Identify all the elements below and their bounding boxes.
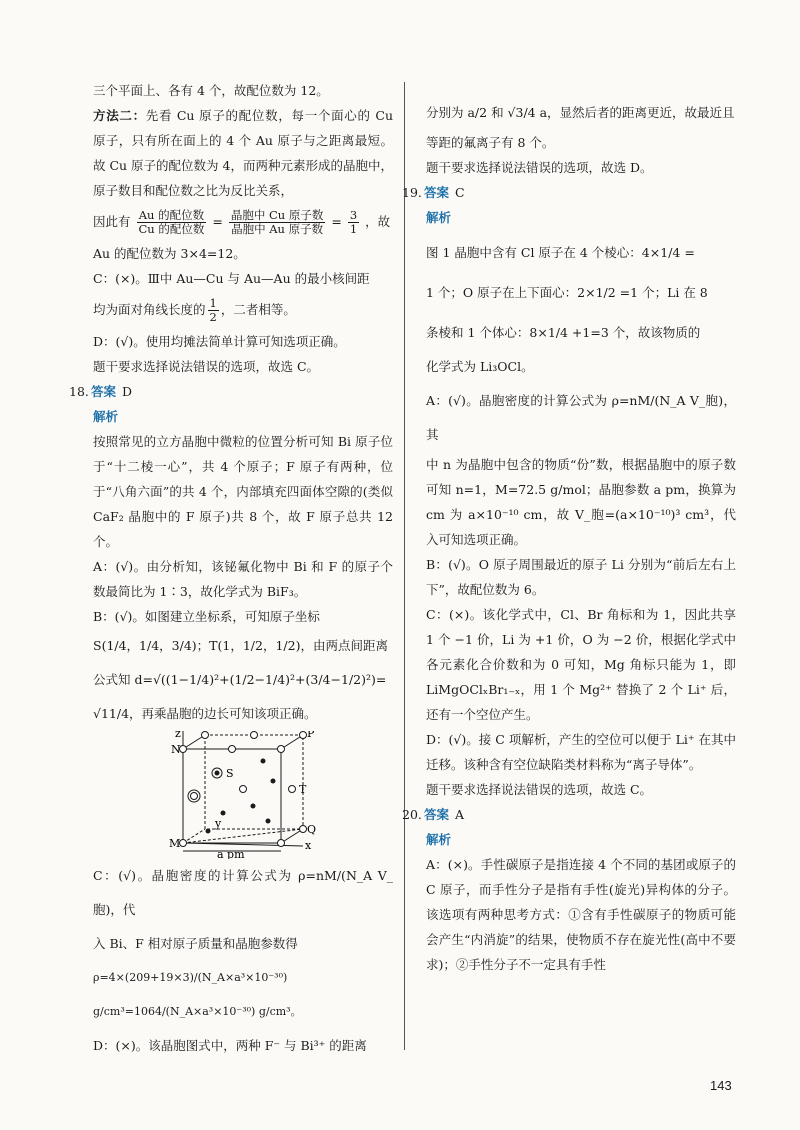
paragraph: A：(×)。手性碳原子是指连接 4 个不同的基团或原子的 C 原子，而手性分子是指有手性(旋光)异构体的分子。该选项有两种思考方式：①含有手性碳原子的物质可能会产生“内消旋”的结果，使物质不存在旋光性(高中不要求)；②手性分子不一定具有手性 bbox=[426, 857, 736, 972]
left-column bbox=[69, 78, 393, 1063]
page-number: 143 bbox=[710, 1078, 732, 1093]
answer-value: D bbox=[122, 384, 133, 399]
text-line: S(1/4，1/4，3/4)；T(1，1/2，1/2)，由两点间距离 bbox=[93, 638, 388, 653]
formula-prefix: 因此有 bbox=[93, 214, 131, 229]
numerator: 1 bbox=[209, 295, 217, 310]
fraction bbox=[348, 209, 359, 236]
point-label-Q: Q bbox=[307, 823, 317, 836]
point-label-N: N bbox=[171, 743, 181, 756]
paragraph bbox=[93, 103, 393, 203]
answer-label: 答案 bbox=[424, 807, 450, 822]
text-line: C：(√)。晶胞密度的计算公式为 ρ=nM/(N_A V_胞)，代 bbox=[93, 868, 393, 917]
text-line: C：(×)。Ⅲ中 Au—Cu 与 Au—Au 的最小核间距 bbox=[93, 271, 370, 286]
formula-suffix: ，故 bbox=[365, 214, 391, 229]
paragraph: D：(√)。接 C 项解析，产生的空位可以便于 Li⁺ 在其中迁移。该种含有空位缺陷类材料称为“离子导体”。 bbox=[426, 732, 736, 772]
paragraph: 中 n 为晶胞中包含的物质“份”数，根据晶胞中的原子数可知 n=1，M=72.5 g/mol；晶胞参数 a pm，换算为 cm 为 a×10⁻¹⁰ cm，故 V_胞=(a×10⁻¹⁰)³ cm³，代入可知选项正确。 bbox=[426, 457, 736, 547]
paragraph: A：(√)。由分析知，该铋氟化物中 Bi 和 F 的原子个数最简比为 1∶3，故化学式为 BiF₃。 bbox=[93, 559, 393, 599]
text-line: 图 1 晶胞中含有 Cl 原子在 4 个棱心：4×1/4 = bbox=[426, 245, 695, 260]
edge-length-label: a pm bbox=[217, 848, 245, 859]
fraction bbox=[137, 209, 207, 236]
axis-label-x: x bbox=[305, 839, 312, 852]
question-number: 19. bbox=[402, 185, 422, 200]
paragraph: C：(×)。该化学式中，Cl、Br 角标和为 1，因此共享 1 个 −1 价，Li 为 +1 价，O 为 −2 价，根据化学式中各元素化合价数和为 0 可知，Mg 角标只能为 1，即 LiMgOClₓBr₁₋ₓ，用 1 个 Mg²⁺ 替换了 2 个 Li⁺ 后，还有一个空位产生。 bbox=[426, 607, 736, 722]
numerator: Au 的配位数 bbox=[137, 209, 207, 223]
text-line: 1 个；O 原子在上下面心：2×1/2 =1 个；Li 在 8 bbox=[426, 285, 708, 300]
text-line: 化学式为 Li₃OCl。 bbox=[426, 359, 534, 374]
question-number: 18. bbox=[69, 384, 89, 399]
text: ，二者相等。 bbox=[220, 302, 296, 317]
paragraph: B：(√)。O 原子周围最近的原子 Li 分别为“前后左右上下”，故配位数为 6。 bbox=[426, 557, 736, 597]
analysis-label: 解析 bbox=[426, 210, 452, 225]
equals: = bbox=[212, 214, 223, 229]
text-line: D：(×)。该晶胞图式中，两种 F⁻ 与 Bi³⁺ 的距离 bbox=[93, 1038, 367, 1053]
text-line: √11/4，再乘晶胞的边长可知该项正确。 bbox=[93, 706, 317, 721]
fraction bbox=[229, 209, 326, 236]
crystal-cell-figure bbox=[93, 731, 393, 859]
method-label: 方法二： bbox=[93, 108, 146, 123]
text-line: 题干要求选择说法错误的选项，故选 C。 bbox=[426, 782, 653, 797]
axis-label-z: z bbox=[175, 731, 181, 740]
text-line: A：(√)。晶胞密度的计算公式为 ρ=nM/(N_A V_胞)，其 bbox=[426, 393, 736, 442]
text-line: 分别为 a/2 和 √3/4 a，显然后者的距离更近，故最近且 bbox=[426, 105, 735, 120]
text: 均为面对角线长度的 bbox=[93, 302, 206, 317]
formula-line: ρ=4×(209+19×3)/(N_A×a³×10⁻³⁰) g/cm³=1064/(N_A×a³×10⁻³⁰) g/cm³。 bbox=[93, 971, 302, 1018]
text-line bbox=[93, 295, 393, 325]
analysis-label: 解析 bbox=[426, 832, 452, 847]
point-label-T: T bbox=[299, 783, 307, 796]
answer-label: 答案 bbox=[91, 384, 117, 399]
text-line: 题干要求选择说法错误的选项，故选 C。 bbox=[93, 359, 320, 374]
paragraph: 按照常见的立方晶胞中微粒的位置分析可知 Bi 原子位于“十二棱一心”，共 4 个原子；F 原子有两种，位于“八角六面”的共 4 个，内部填充四面体空隙的(类似 CaF₂ 晶胞中的 F 原子)共 8 个，故 F 原子总共 12 个。 bbox=[93, 434, 393, 549]
text-line: 等距的氟离子有 8 个。 bbox=[426, 135, 555, 150]
right-column bbox=[402, 96, 736, 977]
question-number: 20. bbox=[402, 807, 422, 822]
denominator: Cu 的配位数 bbox=[138, 222, 205, 236]
text-line: B：(√)。如图建立坐标系，可知原子坐标 bbox=[93, 609, 320, 624]
analysis-label: 解析 bbox=[93, 409, 119, 424]
text-line: 入 Bi、F 相对原子质量和晶胞参数得 bbox=[93, 936, 298, 951]
question-18-header bbox=[69, 379, 393, 404]
column-divider bbox=[404, 82, 405, 1050]
point-label-M: M bbox=[169, 837, 181, 850]
fraction bbox=[208, 297, 219, 324]
paragraph-text: 先看 Cu 原子的配位数，每一个面心的 Cu 原子，只有所在面上的 4 个 Au 原子与之距离最短。故 Cu 原子的配位数为 4，而两种元素形成的晶胞中，原子数目和配位数之比为反比关系， bbox=[93, 108, 393, 198]
text-line: D：(√)。使用均摊法简单计算可知选项正确。 bbox=[93, 334, 346, 349]
denominator: 晶胞中 Au 原子数 bbox=[231, 222, 324, 236]
answer-value: C bbox=[455, 185, 465, 200]
text-line: 三个平面上、各有 4 个，故配位数为 12。 bbox=[93, 83, 329, 98]
numerator: 晶胞中 Cu 原子数 bbox=[230, 207, 324, 222]
denominator: 2 bbox=[209, 310, 217, 324]
numerator: 3 bbox=[349, 207, 358, 222]
answer-value: A bbox=[455, 807, 465, 822]
question-19-header bbox=[402, 180, 736, 205]
ratio-formula bbox=[93, 207, 393, 237]
text-line: 题干要求选择说法错误的选项，故选 D。 bbox=[426, 160, 653, 175]
text-line: 条棱和 1 个体心：8×1/4 +1=3 个，故该物质的 bbox=[426, 325, 701, 340]
equals: = bbox=[331, 214, 342, 229]
question-20-header bbox=[402, 802, 736, 827]
denominator: 1 bbox=[349, 222, 358, 236]
text-line: 公式知 d=√((1−1/4)²+(1/2−1/4)²+(3/4−1/2)²)= bbox=[93, 672, 387, 687]
crystal-cell-diagram bbox=[93, 731, 393, 859]
point-label-P: P bbox=[307, 731, 315, 740]
axis-label-y: y bbox=[215, 817, 222, 830]
text-line: Au 的配位数为 3×4=12。 bbox=[93, 246, 246, 261]
answer-label: 答案 bbox=[424, 185, 450, 200]
point-label-S: S bbox=[226, 767, 234, 780]
